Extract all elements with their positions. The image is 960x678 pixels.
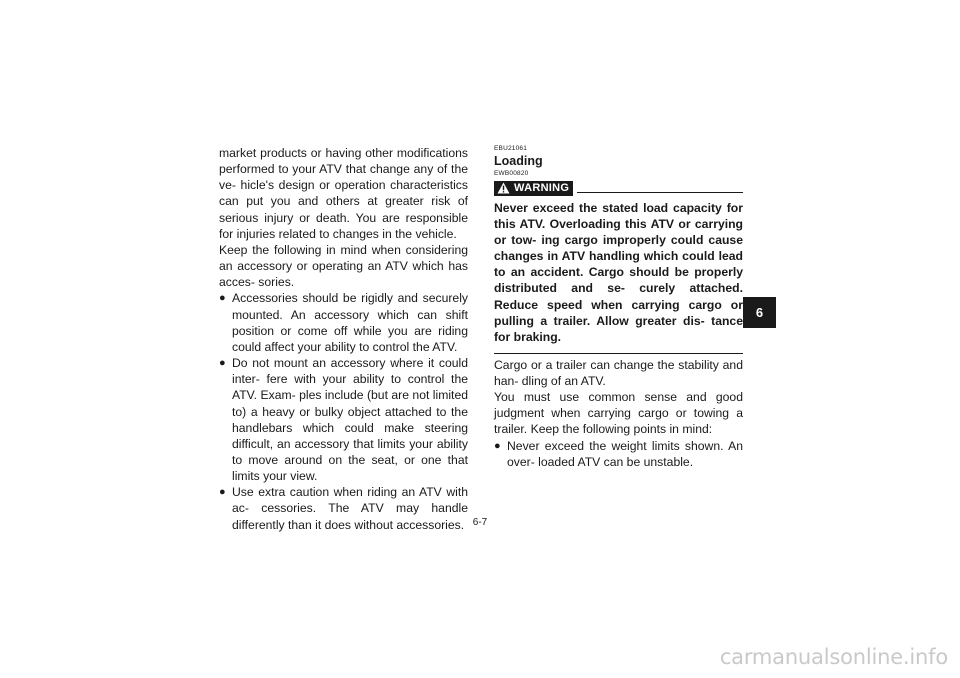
warning-code: EWB00820 [494,170,529,177]
right-paragraph-2: You must use common sense and good judgment when carrying cargo or towing a trailer. Keep the following points in mind: [494,390,743,437]
warning-rule [577,192,743,193]
left-paragraph-1: market products or having other modifications performed to your ATV that change any of the ve- hicle's design or operation characteristics can put you and others at greater risk of serious injury or death. You are responsible for injuries related to changes in the vehicle. [219,146,468,241]
list-item [219,355,468,484]
left-column [219,145,468,533]
list-item-text: Do not mount an accessory where it could inter- fere with your ability to control the ATV. Exam- ples include (but are not limited to) a heavy or bulky object attached to the handlebars which could make steering difficult, an accessory that limits your ability to move around on the seat, or one that limits your view. [232,356,468,484]
list-item-text: Accessories should be rigidly and securely mounted. An accessory which can shift position or come off while you are riding could affect your ability to control the ATV. [232,291,468,354]
list-item-text: Use extra caution when riding an ATV with ac- cessories. The ATV may handle differently than it does without accessories. [232,485,468,532]
right-column [494,145,743,470]
section-heading: Loading [494,154,543,168]
warning-triangle-icon [497,182,510,194]
chapter-tab: 6 [743,297,776,328]
list-item [219,290,468,355]
list-item-text: Never exceed the weight limits shown. An over- loaded ATV can be unstable. [507,438,743,469]
warning-header [494,180,743,196]
bullet-dot-icon: ● [494,439,501,452]
right-paragraph-1: Cargo or a trailer can change the stability and han- dling of an ATV. [494,357,743,388]
warning-badge [494,181,573,196]
watermark: carmanualsonline.info [719,645,948,669]
list-item [219,484,468,532]
left-paragraph-2: Keep the following in mind when considering an accessory or operating an ATV which has acces- sories. [219,242,468,290]
bullet-dot-icon: ● [219,292,226,305]
section-code: EBU21061 [494,145,528,152]
warning-text: Never exceed the stated load capacity for this ATV. Overloading this ATV or carrying or tow- ing cargo improperly could cause changes in ATV handling which could lead to an accident. Cargo should be properly distributed and se- curely attached. Reduce speed when carrying cargo or pulling a trailer. Allow greater dis- tance for braking. [494,201,743,344]
bullet-dot-icon: ● [219,486,226,499]
list-item [494,438,743,470]
warning-label: WARNING [514,181,570,194]
bullet-dot-icon: ● [219,357,226,370]
page-number: 6-7 [472,517,488,528]
warning-end-rule [494,353,743,354]
